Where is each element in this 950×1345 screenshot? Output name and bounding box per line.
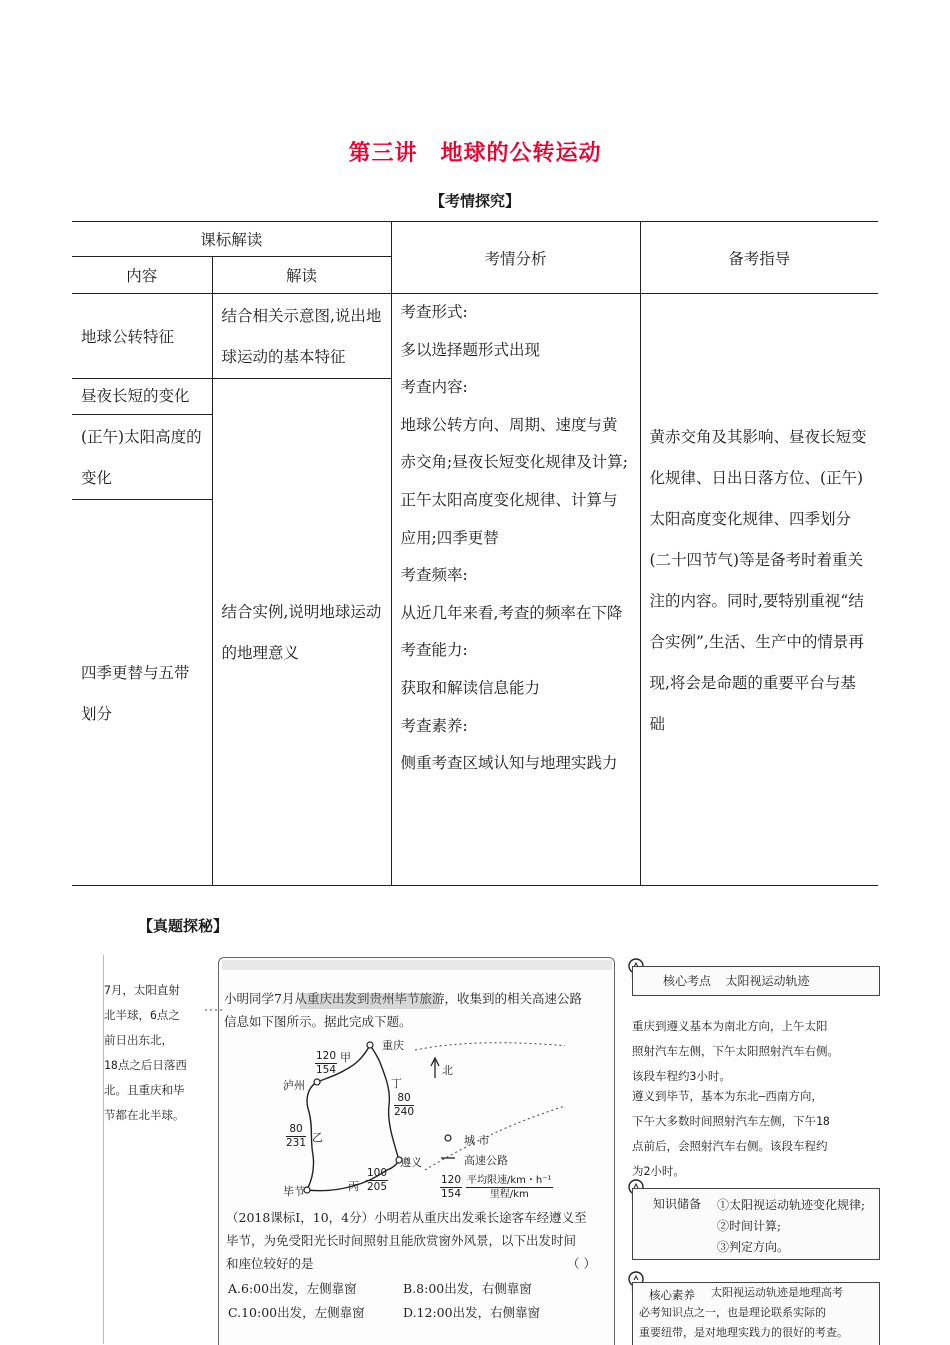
header-curriculum: 课标解读 [72, 222, 391, 257]
fraction-yi: $\frac{80}{231}$ [286, 1123, 307, 1149]
section-heading-real-exam: 【真题探秘】 [138, 917, 229, 935]
segment-label-ding: 丁 [391, 1077, 402, 1090]
city-label-zunyi: 遵义 [400, 1156, 422, 1169]
fraction-jia: $\frac{120}{154}$ [316, 1050, 337, 1076]
fraction-bing: $\frac{100}{205}$ [367, 1167, 388, 1193]
question-stem: （2018课标Ⅰ，10，4分）小明若从重庆出发乘长途客车经遵义至 毕节，为免受阳光长时间照射且能欣赏窗外风景，以下出发时间 和座位较好的是 [226, 1210, 587, 1271]
city-label-bijie: 毕节 [283, 1185, 305, 1198]
question-card-header-strip [222, 960, 612, 970]
segment-label-bing: 丙 [348, 1180, 359, 1193]
city-label-luzhou: 泸州 [283, 1079, 305, 1092]
note-zunyi-bijie: 遵义到毕节，基本为东北—西南方向， 下午大多数时间照射汽车左侧，下午18 点前后，会照射汽车右侧。该段车程约 为2小时。 [632, 1089, 830, 1178]
content-cell: (正午)太阳高度的变化 [81, 428, 202, 487]
header-analysis: 考情分析 [391, 222, 640, 294]
header-guide: 备考指导 [640, 222, 878, 294]
leader-line [415, 1043, 565, 1052]
legend-fraction-units: 平均限速/km・h⁻¹ 里程/km [467, 1175, 552, 1200]
legend-city: 城 市 [464, 1134, 490, 1147]
answer-bracket: （ ） [567, 1256, 596, 1271]
fraction-ding: $\frac{80}{240}$ [394, 1092, 415, 1118]
core-point-title: 太阳视运动轨迹 [725, 974, 810, 988]
knowledge-list [717, 1195, 865, 1258]
note-chongqing-zunyi: 重庆到遵义基本为南北方向，上午太阳 照射汽车左侧，下午太阳照射汽车右侧。 该段车程约3小时。 [632, 1019, 839, 1083]
header-interpretation: 解读 [212, 257, 391, 294]
exam-analysis-table [72, 221, 878, 886]
city-marker-luzhou [314, 1079, 320, 1085]
city-label-chongqing: 重庆 [382, 1039, 404, 1052]
interpretation-cell: 结合实例,说明地球运动的地理意义 [221, 603, 382, 662]
content-cell: 地球公转特征 [81, 327, 175, 346]
left-annotation: 7月，太阳直射 北半球，6点之 前日出东北， 18点之后日落西 北。且重庆和毕 节都在北半球。 [104, 983, 187, 1122]
legend-city-symbol [445, 1135, 451, 1141]
option-b: B.8:00出发，右侧靠窗 [403, 1281, 532, 1296]
header-content: 内容 [72, 257, 212, 294]
knowledge-label: 知识储备 [653, 1197, 702, 1211]
segment-label-jia: 甲 [340, 1051, 351, 1064]
guide-cell: 黄赤交角及其影响、昼夜长短变化规律、日出日落方位、(正午)太阳高度变化规律、四季划分(二十四节气)等是备考时着重关注的内容。同时,要特别重视“结合实例”,生活、生产中的情景再现,将会是命题的重要平台与基础 [649, 428, 867, 733]
legend-fraction: $\frac{120}{154}$ [441, 1174, 462, 1200]
page-title: 第三讲 地球的公转运动 [348, 140, 602, 166]
question-intro: 小明同学7月从重庆出发到贵州毕节旅游，收集到的相关高速公路 信息如下图所示。据此完成下题。 [224, 991, 582, 1029]
literacy-box [632, 1282, 880, 1345]
legend-road: 高速公路 [464, 1154, 508, 1167]
knowledge-item: ②时间计算; [717, 1219, 782, 1233]
option-c: C.10:00出发，左侧靠窗 [228, 1305, 365, 1320]
content-cell: 四季更替与五带划分 [81, 663, 190, 723]
city-marker-chongqing [367, 1042, 373, 1048]
segment-label-yi: 乙 [312, 1131, 323, 1144]
knowledge-item: ③判定方向。 [717, 1240, 790, 1254]
literacy-text: 太阳视运动轨迹是地理高考 必考知识点之一，也是理论联系实际的 重要纽带，是对地理实践力的很好的考查。 [639, 1286, 848, 1339]
option-d: D.12:00出发，右侧靠窗 [403, 1305, 541, 1320]
content-cell: 昼夜长短的变化 [81, 387, 190, 405]
option-a: A.6:00出发，左侧靠窗 [228, 1281, 357, 1296]
north-label: 北 [442, 1064, 453, 1077]
interpretation-cell: 结合相关示意图,说出地球运动的基本特征 [221, 307, 382, 366]
core-point-box [632, 966, 880, 996]
knowledge-item: ①太阳视运动轨迹变化规律; [717, 1198, 866, 1212]
knowledge-box [632, 1188, 880, 1260]
highlight-mark [300, 993, 440, 1009]
literacy-label: 核心素养 [649, 1288, 695, 1302]
section-heading-exam-analysis: 【考情探究】 [429, 192, 520, 210]
leader-dot [205, 1000, 225, 1020]
analysis-cell: 考查形式: 多以选择题形式出现 考查内容: 地球公转方向、周期、速度与黄赤交角;昼夜长短变化规律及计算;正午太阳高度变化规律、计算与应用;四季更替 考查频率: 从近几年来看,考查的频率在下降 考查能力: 获取和解读信息能力 考查素养: 侧重考查区域认知与地理实践力 [400, 303, 628, 773]
core-point-label: 核心考点 [663, 974, 712, 988]
core-point-header [633, 967, 879, 995]
